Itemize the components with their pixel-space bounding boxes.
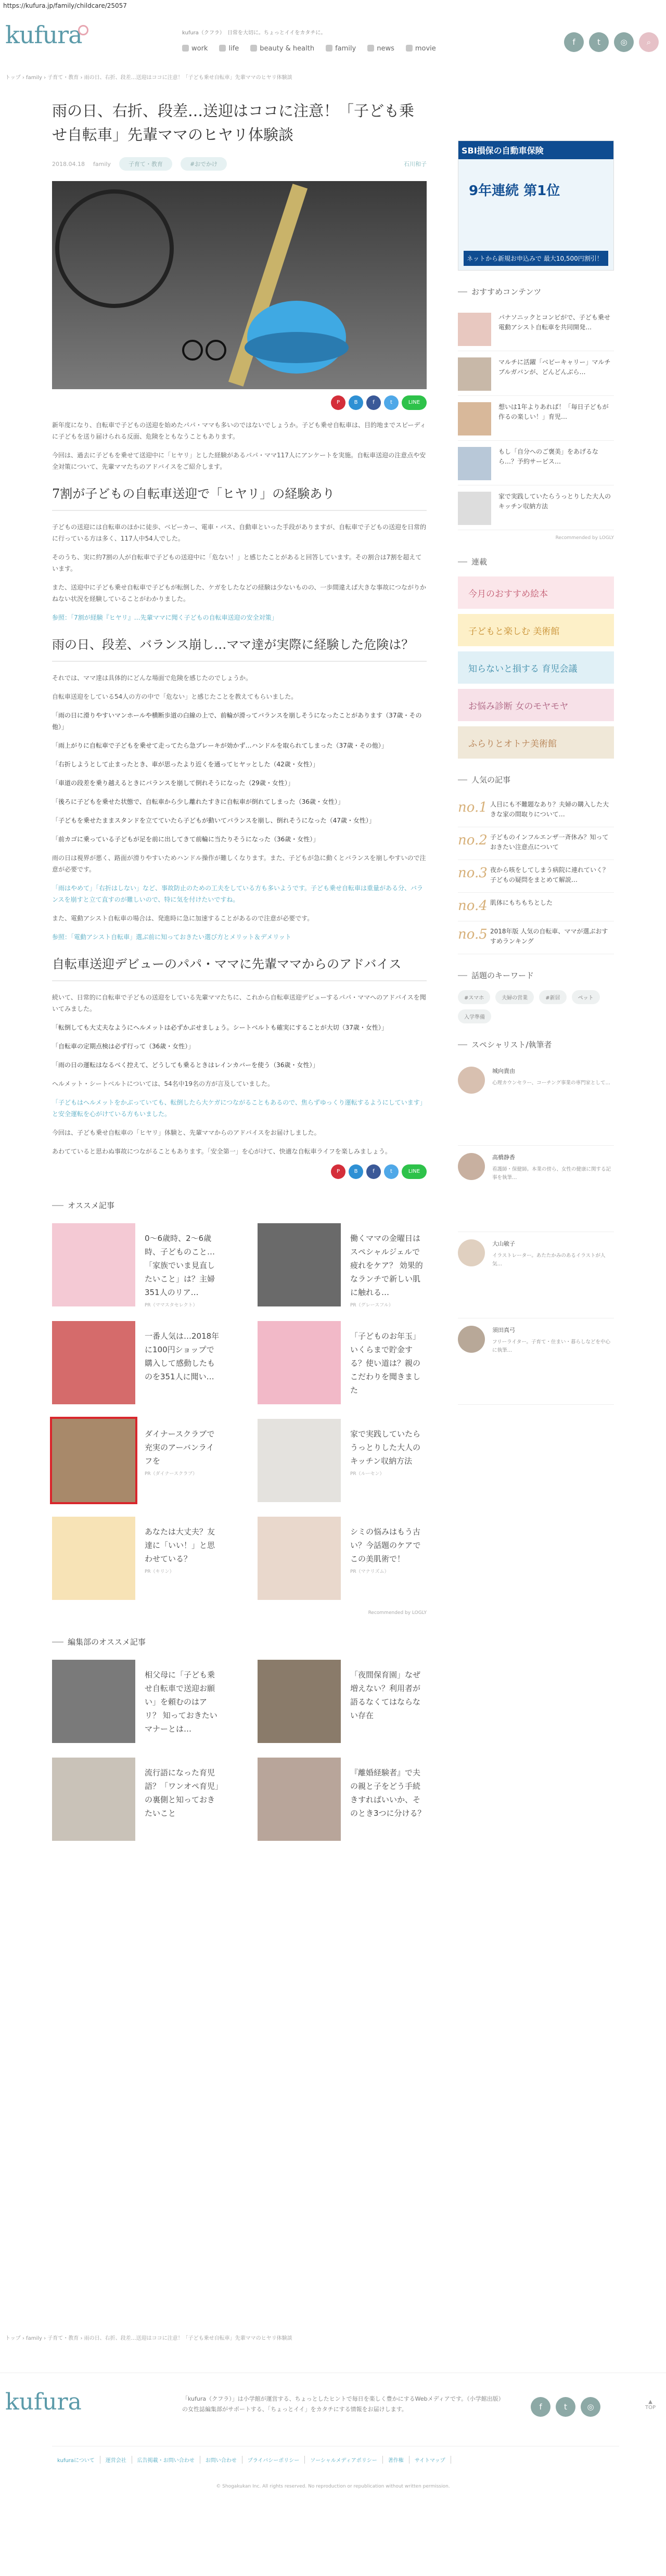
specialist-item[interactable]: 大山敏子 イラストレーター。あたたかみのあるイラストが人気… <box>458 1232 614 1318</box>
article-date: 2018.04.18 <box>52 160 85 168</box>
section2-p5: また、電動アシスト自転車の場合は、発進時に急に加速することがあるので注意が必要です。 <box>52 915 314 922</box>
section1-p1: 子どもの送迎には自転車のほかに徒歩、ベビーカー、電車・バス、自動車といった手段がありますが、自転車で子どもの送迎を日常的に行っている方は多く、117人中54人でした。 <box>52 523 427 542</box>
related-link-1[interactable]: 参照：「7割が経験『ヒヤリ』…先輩ママに聞く子どもの自転車送迎の安全対策」 <box>52 614 278 621</box>
osusume-item[interactable]: マルチに活躍「ベビーキャリー」マルチブルガバンが、どんどんぶら… <box>458 351 614 396</box>
article-category[interactable]: family <box>93 160 111 168</box>
heading-section-3: 自転車送迎デビューのパパ・ママに先輩ママからのアドバイス <box>52 954 427 981</box>
recommend-card[interactable]: 働くママの金曜日はスペシャルジェルで疲れをケア？ 効果的なランチで新しい肌に触れる… PR（グレースフル） <box>258 1223 427 1312</box>
footer-social <box>531 2397 600 2417</box>
footer-link[interactable]: お問い合わせ <box>200 2456 242 2464</box>
nav-life[interactable]: life <box>219 45 239 53</box>
nav-beauty[interactable]: beauty & health <box>250 45 314 53</box>
series-banner[interactable]: 子どもと楽しむ 美術館 <box>458 614 614 646</box>
pinterest-share-icon[interactable]: P <box>331 395 345 410</box>
tag-outing[interactable]: #おでかけ <box>181 157 227 171</box>
quote: 「 前カゴに乗っている子どもが足を前に出してきて前輪に当たりそうになった（36歳・女性） 」 <box>52 834 427 845</box>
osusume-item[interactable]: 家で実践していたらうっとりした大人のキッチン収納方法 <box>458 485 614 530</box>
recommend-grid <box>52 1223 427 1605</box>
quote: 「 転倒しても大丈夫なようにヘルメットは必ずかぶせましょう。シートベルトも確実にすることが大切（37歳・女性） 」 <box>52 1022 427 1033</box>
series-title: 連載 <box>458 556 614 567</box>
share-bar-bottom <box>52 1164 427 1179</box>
footer-link[interactable]: 広告掲載・お問い合わせ <box>132 2456 200 2464</box>
editors-card[interactable]: 「夜間保育園」なぜ増えない？利用者が語るなくてはならない存在 <box>258 1660 427 1748</box>
quote: 「 後ろに子どもを乗せた状態で、自転車から少し離れたすきに自転車が倒れてしまった（36歳・女性） 」 <box>52 796 427 808</box>
twitter-share-icon[interactable]: t <box>384 395 399 410</box>
keyword-tag[interactable]: 夫婦の営業 <box>495 990 534 1004</box>
line-share-icon[interactable]: LINE <box>402 395 427 410</box>
site-logo[interactable]: kufura <box>5 21 82 49</box>
recommend-card-ad-highlighted[interactable]: ダイナースクラブで充実のアーバンライフを PR（ダイナースクラブ） <box>52 1419 221 1507</box>
copyright: © Shogakukan Inc. All rights reserved. No reproduction or republication without written permission. <box>216 2484 450 2489</box>
site-header <box>0 11 666 53</box>
main-nav <box>182 45 436 53</box>
series-banner[interactable]: ふらりとオトナ美術館 <box>458 726 614 759</box>
section3-p4: 今回は、子ども乗せ自転車の「ヒヤリ」体験と、先輩ママからのアドバイスをお届けしました。 <box>52 1129 321 1136</box>
recommend-card[interactable]: 0〜6歳時、2〜6歳時、子どものこと…「家族でいま見直したいこと」は？主婦351人のリア… PR（ママスタセレクト） <box>52 1223 221 1312</box>
quote: 「 雨の日の運転はなるべく控えて、どうしても乗るときはレインカバーを使う（36歳・女性） 」 <box>52 1059 427 1071</box>
twitter-icon[interactable]: t <box>589 32 609 52</box>
instagram-icon[interactable]: ◎ <box>581 2397 600 2417</box>
facebook-share-icon[interactable]: f <box>366 1164 381 1179</box>
twitter-icon[interactable]: t <box>556 2397 575 2417</box>
facebook-icon[interactable]: f <box>564 32 584 52</box>
instagram-icon[interactable]: ◎ <box>614 32 634 52</box>
section3-p3: 「子どもはヘルメットをかぶっていても、転倒したら大ケガにつながることもあるので、焦らずゆっくり運転するようにしています」と安全運転を心がけている方もいました。 <box>52 1099 426 1118</box>
breadcrumb-bottom: トップ › family › 子育て・教育 › 雨の日、右折、段差…送迎はココに注意！「子ども乗せ自転車」先輩ママのヒヤリ体験談 <box>5 2336 292 2341</box>
ranking-item[interactable]: no.5 2018年版 人気の自転車、ママが選ぶおすすめランキング <box>458 921 614 954</box>
heading-section-2: 雨の日、段差、バランス崩し…ママ達が実際に経験した危険は？ <box>52 635 427 662</box>
sidebar <box>458 140 614 1405</box>
nav-family[interactable]: family <box>326 45 356 53</box>
ranking-item[interactable]: no.1 人目にも不難題なあり？夫婦の購入した大きな家の間取りについて… <box>458 794 614 827</box>
article-title: 雨の日、右折、段差…送迎はココに注意！「子ども乗せ自転車」先輩ママのヒヤリ体験談 <box>52 102 415 144</box>
editors-card[interactable]: 『離婚経験者』で夫の親と子をどう手続きすればいいか、そのとき3つに分ける？ <box>258 1758 427 1846</box>
section2-p4: 「雨はやめて」「右折はしない」など、事故防止のための工夫をしている方も多いようです。子ども乗せ自転車は重量がある分、バランスを崩すと立て直すのが難しいので、特に気を付けたいですね。 <box>52 885 424 903</box>
twitter-share-icon[interactable]: t <box>384 1164 399 1179</box>
keyword-list <box>458 990 614 1023</box>
editors-card[interactable]: 流行語になった育児語？「ワンオペ育児」の裏側と知っておきたいこと <box>52 1758 221 1846</box>
osusume-item[interactable]: 想いは1年よりあれば！「毎日子どもが作るの楽しい！」育児… <box>458 396 614 441</box>
ranking-item[interactable]: no.4 肌体にもちもちとした <box>458 893 614 921</box>
section3-p1: 続いて、日常的に自転車で子どもの送迎をしている先輩ママたちに、これから自転車送迎デビューするパパ・ママへのアドバイスを聞いてみました。 <box>52 994 426 1013</box>
related-link-2[interactable]: 参照：「電動アシスト自転車」選ぶ前に知っておきたい選び方とメリット＆デメリット <box>52 933 291 941</box>
ranking-title: 人気の記事 <box>458 774 614 785</box>
footer-link[interactable]: ソーシャルメディアポリシー <box>305 2456 383 2464</box>
recommended-by: Recommended by LOGLY <box>555 535 614 541</box>
series-banner[interactable]: 今月のおすすめ絵本 <box>458 576 614 609</box>
section3-p2: ヘルメット・シートベルトについては、54名中19名の方が言及していました。 <box>52 1080 274 1087</box>
ad-rank: 9年連続 第1位 <box>469 183 560 199</box>
section2-p3: 雨の日は視界が悪く、路面が滑りやすいためハンドル操作が難しくなります。また、子どもが急に動くとバランスを崩しやすいので注意が必要です。 <box>52 854 426 873</box>
editors-grid <box>52 1660 427 1846</box>
recommend-card[interactable]: 一番人気は…2018年に100円ショップで購入して感動したものを351人に聞い… <box>52 1321 221 1409</box>
ad-price: ネットから新規お申込みで 最大10,500円割引！ <box>464 251 608 266</box>
specialist-item[interactable]: 高橋静香 看護師・保健師。本業の傍ら、女性の健康に関する記事を執筆… <box>458 1146 614 1232</box>
back-to-top-button[interactable]: ▲ TOP <box>645 2399 656 2411</box>
recommend-card[interactable]: 「子どものお年玉」いくらまで貯金する？使い道は？親のこだわりを聞きました <box>258 1321 427 1409</box>
ranking-item[interactable]: no.3 夜から咳をしてしまう病院に連れていく？子どもの疑問をまとめて解説… <box>458 860 614 893</box>
series-banner[interactable]: 知らないと損する 育児会議 <box>458 651 614 684</box>
section1-p2: そのうち、実に約7割の人が自転車で子どもの送迎中に「危ない！」と感じたことがあると回答しています。その割合は7割を超えています。 <box>52 554 422 572</box>
footer-link[interactable]: 運営会社 <box>100 2456 132 2464</box>
sidebar-ad[interactable] <box>458 140 614 271</box>
recommend-card[interactable]: あなたは大丈夫？友達に「いい！」と思わせている？ PR（キリン） <box>52 1517 221 1605</box>
editors-card[interactable]: 相父母に「子ども乗せ自転車で送迎お願い」を頼むのはアリ？ 知っておきたいマナーとは… <box>52 1660 221 1748</box>
pinterest-share-icon[interactable]: P <box>331 1164 345 1179</box>
quote: 「 雨の日に滑りやすいマンホールや横断歩道の白線の上で、前輪が滑ってバランスを崩しそうになったことがあります（37歳・その他） 」 <box>52 710 427 733</box>
osusume-item[interactable]: パナソニックとコンビがで、子ども乗せ電動アシスト自転車を共同開発… <box>458 306 614 351</box>
osusume-title: おすすめコンテンツ <box>458 286 614 297</box>
recommend-card[interactable]: 家で実践していたらうっとりした大人のキッチン収納方法 PR（ルーセン） <box>258 1419 427 1507</box>
footer-link[interactable]: サイトマップ <box>409 2456 451 2464</box>
recommended-by: Recommended by LOGLY <box>368 1610 427 1616</box>
heading-section-1: 7割が子どもの自転車送迎で「ヒヤリ」の経験あり <box>52 484 427 511</box>
specialist-item[interactable]: 城向貴由 心理カウンセラー、コーチング事業の専門家として… <box>458 1059 614 1146</box>
recommend-card[interactable]: シミの悩みはもう古い？今話題のケアでこの美肌術で！ PR（マナリズム） <box>258 1517 427 1605</box>
specialists-title: スペシャリスト/執筆者 <box>458 1039 614 1050</box>
footer-link[interactable]: kufuraについて <box>52 2456 100 2464</box>
keywords-title: 話題のキーワード <box>458 970 614 981</box>
intro-p1: 新年度になり、自転車で子どもの送迎を始めたパパ・ママも多いのではないでしょうか。子ども乗せ自転車は、目的地までスピーディに子どもを送り届けられる反面、危険をともなうこともあります。 <box>52 421 426 440</box>
facebook-icon[interactable]: f <box>531 2397 550 2417</box>
footer-logo[interactable]: kufura <box>5 2389 82 2415</box>
search-icon[interactable]: ⌕ <box>639 32 659 52</box>
editors-title: 編集部のオススメ記事 <box>52 1636 427 1647</box>
url-bar: https://kufura.jp/family/childcare/25057 <box>3 2 127 9</box>
share-bar-top <box>52 395 427 410</box>
hero-image <box>52 181 427 389</box>
keyword-tag[interactable]: 入学準備 <box>458 1009 491 1023</box>
article-meta <box>52 157 427 171</box>
quote: 「 自転車の定期点検は必ず行って（36歳・女性） 」 <box>52 1041 427 1052</box>
osusume-item[interactable]: もし「自分へのご褒美」をあげるなら…？予約サービス… <box>458 441 614 485</box>
footer-link[interactable]: 著作権 <box>383 2456 409 2464</box>
recommend-title: オススメ記事 <box>52 1200 427 1211</box>
nav-work[interactable]: work <box>182 45 208 53</box>
line-share-icon[interactable]: LINE <box>402 1164 427 1179</box>
section1-p3: また、送迎中に子ども乗せ自転車で子どもが転倒した、ケガをしたなどの経験は少ないものの、一歩間違えば大きな事故につながりかねない状況を経験していることがわかりました。 <box>52 584 427 603</box>
keyword-tag[interactable]: #新居 <box>539 990 566 1004</box>
nav-movie[interactable]: movie <box>406 45 436 53</box>
header-social <box>564 32 659 52</box>
keyword-tag[interactable]: ペット <box>572 990 600 1004</box>
series-banner[interactable]: お悩み診断 女のモヤモヤ <box>458 689 614 721</box>
site-tagline: kufura（クフラ） 日常を大切に。ちょっとイイをカタチに。 <box>182 30 326 36</box>
tag-childcare[interactable]: 子育て・教育 <box>119 157 172 171</box>
facebook-share-icon[interactable]: f <box>366 395 381 410</box>
footer-link[interactable]: プライバシーポリシー <box>242 2456 305 2464</box>
article <box>52 99 427 1846</box>
site-footer <box>0 2373 666 2576</box>
nav-news[interactable]: news <box>367 45 394 53</box>
footer-links <box>52 2446 619 2464</box>
specialist-item[interactable]: 須田真弓 フリーライター。子育て・住まい・暮らしなどを中心に執筆… <box>458 1318 614 1405</box>
quote: 「 子どもを乗せたままスタンドを立てていたら子どもが動いてバランスを崩し、倒れそうになった（47歳・女性） 」 <box>52 815 427 826</box>
ad-title: SBI損保の自動車保険 <box>458 141 613 159</box>
intro-p2: 今回は、過去に子どもを乗せて送迎中に「ヒヤリ」とした経験があるパパ・ママ117人にアンケートを実施。自転車送迎の注意点や安全対策について、先輩ママたちのアドバイスをご紹介します。 <box>52 452 426 470</box>
footer-description: 「kufura（クフラ）」は小学館が運営する、ちょっとしたヒントで毎日を楽しく豊かにするWebメディアです。（小学館出版）の女性誌編集部がサポートする、「ちょっとイイ」をカタチにする情報をお届けします。 <box>182 2395 504 2413</box>
ranking-item[interactable]: no.2 子どものインフルエンザ一斉休み？知っておきたい注意点について <box>458 827 614 860</box>
breadcrumb: トップ › family › 子育て・教育 › 雨の日、右折、段差…送迎はココに注意！「子ども乗せ自転車」先輩ママのヒヤリ体験談 <box>5 75 292 81</box>
quote: 「 雨上がりに自転車で子どもを乗せて走ってたら急ブレーキが効かず…ハンドルを取られてしまった（37歳・その他） 」 <box>52 740 427 751</box>
article-author[interactable]: 石川和子 <box>404 161 427 168</box>
hatena-share-icon[interactable]: B <box>349 1164 363 1179</box>
keyword-tag[interactable]: #スマホ <box>458 990 490 1004</box>
section2-p2: 自転車送迎をしている54人の方の中で「危ない」と感じたことを教えてもらいました。 <box>52 693 298 700</box>
section2-p1: それでは、ママ達は具体的にどんな場面で危険を感じたのでしょうか。 <box>52 674 252 682</box>
hatena-share-icon[interactable]: B <box>349 395 363 410</box>
quote: 「 車道の段差を乗り越えるときにバランスを崩して倒れそうになった（29歳・女性） 」 <box>52 777 427 789</box>
quote: 「 右折しようとして止まったとき、車が思ったより近くを通ってヒヤッとした（42歳・女性） 」 <box>52 759 427 770</box>
section3-p5: あわてていると思わぬ事故につながることもあります。「安全第一」を心がけて、快適な自転車ライフを楽しみましょう。 <box>52 1148 391 1155</box>
